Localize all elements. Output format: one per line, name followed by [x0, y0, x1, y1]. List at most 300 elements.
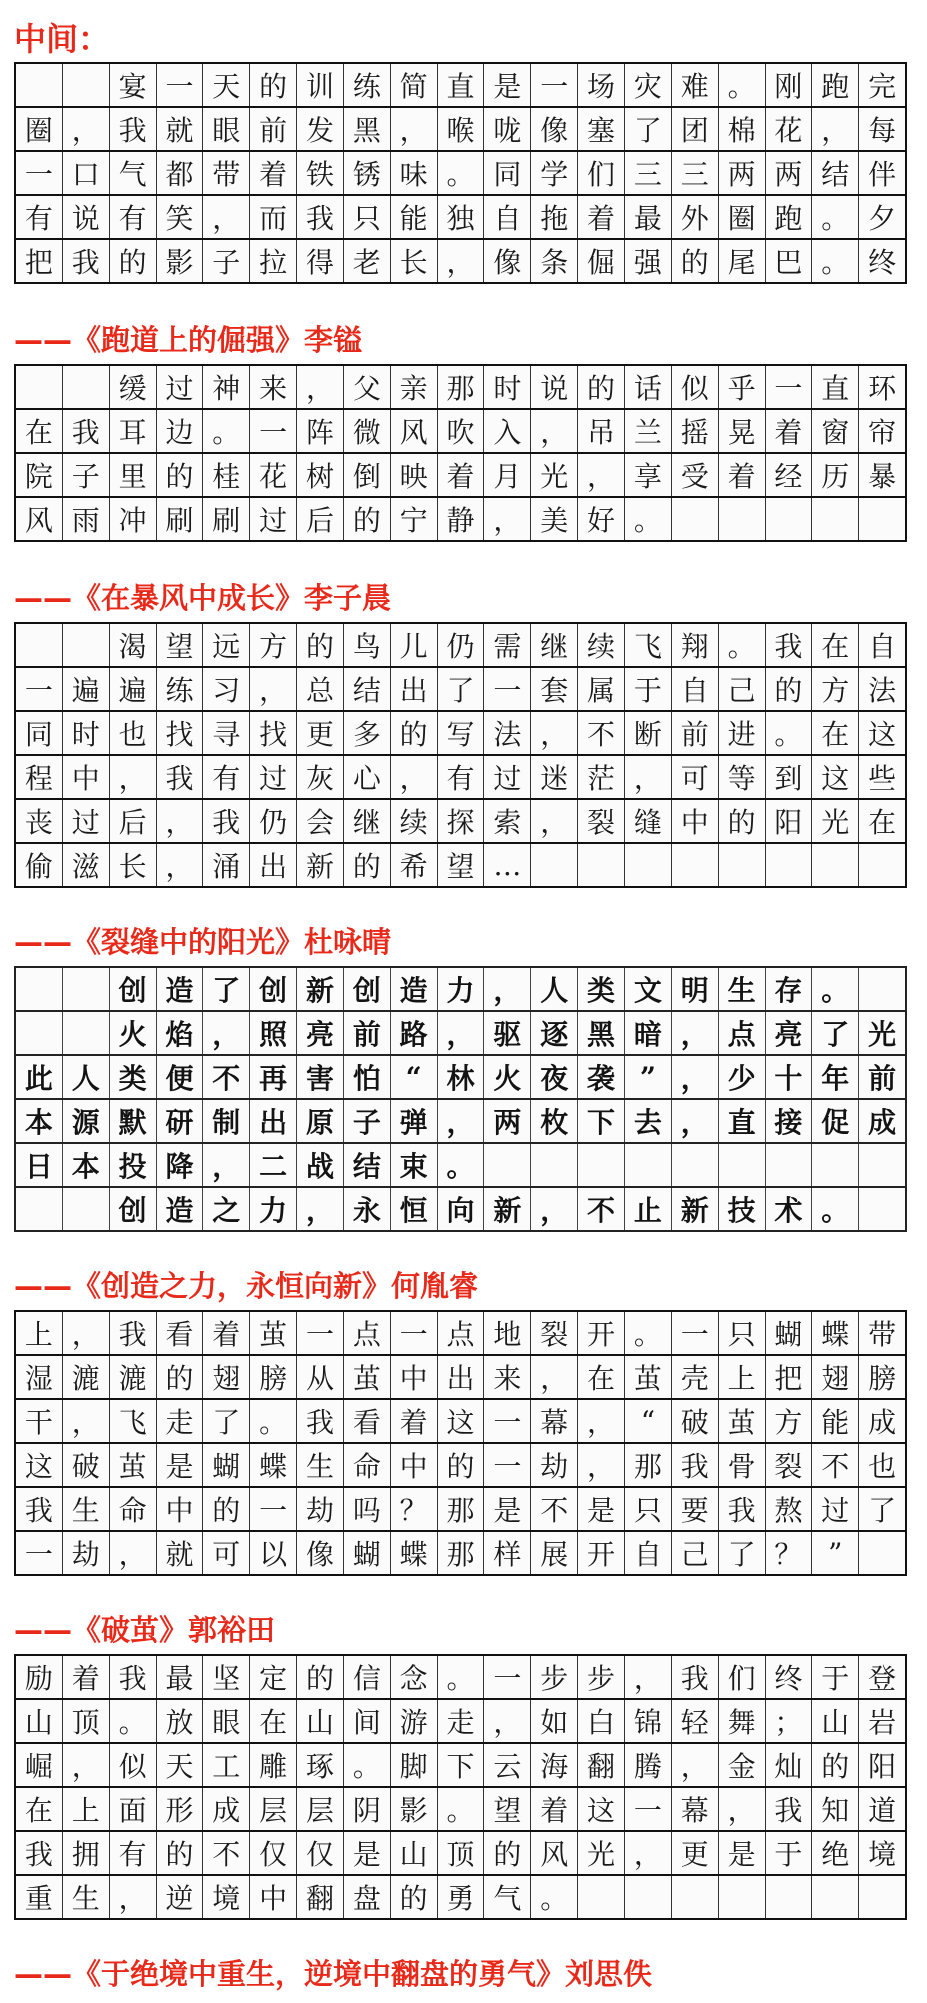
- grid-cell: 眼: [203, 108, 250, 150]
- grid-cell: 总: [297, 668, 344, 710]
- grid-cell: 索: [484, 800, 531, 842]
- grid-cell: 过: [250, 498, 297, 540]
- grid-cell: 跑: [766, 196, 813, 238]
- grid-cell: ，: [63, 1400, 110, 1442]
- grid-cell: 研: [157, 1100, 204, 1142]
- grid-cell: 有: [438, 756, 485, 798]
- grid-cell: 中: [250, 1876, 297, 1918]
- grid-cell: [63, 64, 110, 106]
- section-heading: 中间：: [14, 20, 111, 58]
- grid-cell: ，: [438, 1012, 485, 1054]
- grid-cell: 顶: [438, 1832, 485, 1874]
- grid-row: [16, 1012, 905, 1056]
- grid-cell: 望: [157, 624, 204, 666]
- grid-cell: ，: [625, 756, 672, 798]
- grid-cell: 兰: [625, 410, 672, 452]
- grid-cell: ，: [672, 1744, 719, 1786]
- grid-cell: 些: [868, 762, 897, 795]
- grid-row: [16, 1788, 905, 1832]
- grid-cell: 结: [344, 668, 391, 710]
- grid-cell: 带: [868, 1318, 897, 1351]
- grid-cell: 练: [157, 668, 204, 710]
- grid-cell: 似: [110, 1744, 157, 1786]
- grid-cell: 恒: [391, 1188, 438, 1230]
- grid-cell: 那: [438, 1532, 485, 1574]
- grid-cell: 造: [157, 968, 204, 1010]
- grid-cell: 此: [16, 1056, 63, 1098]
- grid-cell: 。: [719, 64, 766, 106]
- grid-cell: 仍: [250, 800, 297, 842]
- grid-cell: 我: [63, 410, 110, 452]
- grid-cell: 上: [719, 1356, 766, 1398]
- grid-cell: [63, 624, 110, 666]
- grid-cell: 一: [672, 1312, 719, 1354]
- grid-cell: ，: [63, 1744, 110, 1786]
- grid-cell: 道: [868, 1794, 897, 1827]
- grid-cell: 天: [203, 64, 250, 106]
- grid-cell: 着: [438, 454, 485, 496]
- grid-cell: 拥: [63, 1832, 110, 1874]
- grid-cell: ？: [766, 1532, 813, 1574]
- grid-cell: ，: [484, 1700, 531, 1742]
- grid-cell: 结: [812, 152, 859, 194]
- grid-cell: 远: [203, 624, 250, 666]
- grid-cell: 山: [297, 1700, 344, 1742]
- grid-cell: 似: [672, 366, 719, 408]
- grid-cell: 一: [250, 410, 297, 452]
- grid-cell: 来: [484, 1356, 531, 1398]
- grid-cell: 一: [16, 1532, 63, 1574]
- grid-cell: ，: [578, 1400, 625, 1442]
- grid-cell: 简: [391, 64, 438, 106]
- grid-row: [16, 712, 905, 756]
- grid-cell: 点: [344, 1312, 391, 1354]
- grid-cell: 进: [719, 712, 766, 754]
- grid-cell: 拉: [250, 240, 297, 282]
- grid-cell: 更: [672, 1832, 719, 1874]
- grid-cell: [63, 1012, 110, 1054]
- grid-cell: ，: [531, 712, 578, 754]
- writing-grid: [14, 622, 907, 888]
- grid-cell: 本: [16, 1100, 63, 1142]
- grid-cell: ，: [157, 800, 204, 842]
- grid-cell: ，: [484, 498, 531, 540]
- writing-grid: [14, 364, 907, 542]
- grid-cell: 的: [391, 1876, 438, 1918]
- grid-cell: 每: [868, 114, 897, 147]
- grid-cell: 雨: [63, 498, 110, 540]
- grid-row: [16, 498, 905, 540]
- grid-cell: ，: [625, 1656, 672, 1698]
- grid-cell: 的: [297, 624, 344, 666]
- grid-cell: 程: [16, 756, 63, 798]
- grid-cell: 着: [203, 1312, 250, 1354]
- grid-cell: 间: [344, 1700, 391, 1742]
- grid-cell: 像: [297, 1532, 344, 1574]
- grid-cell: 路: [391, 1012, 438, 1054]
- grid-cell: [766, 498, 813, 540]
- grid-cell: 茧: [625, 1356, 672, 1398]
- grid-cell: 一: [484, 1656, 531, 1698]
- excerpt-2: [14, 364, 907, 542]
- grid-cell: 出: [250, 844, 297, 886]
- grid-cell: 层: [250, 1788, 297, 1830]
- grid-cell: 工: [203, 1744, 250, 1786]
- grid-cell: 。: [438, 1788, 485, 1830]
- grid-cell: [625, 1876, 672, 1918]
- grid-cell: 光: [531, 454, 578, 496]
- grid-cell: 们: [719, 1656, 766, 1698]
- grid-cell: 场: [578, 64, 625, 106]
- grid-cell: 的: [438, 1444, 485, 1486]
- grid-cell: 终: [868, 246, 897, 279]
- grid-cell: 我: [297, 196, 344, 238]
- grid-cell: 我: [157, 756, 204, 798]
- grid-cell: 再: [250, 1056, 297, 1098]
- grid-cell: 的: [297, 1656, 344, 1698]
- grid-cell: 命: [344, 1444, 391, 1486]
- grid-cell: 遍: [110, 668, 157, 710]
- grid-cell: 光: [868, 1018, 897, 1051]
- grid-cell: 中: [391, 1444, 438, 1486]
- grid-cell: 夕: [868, 202, 897, 235]
- grid-cell: 望: [484, 1788, 531, 1830]
- grid-cell: 人: [531, 968, 578, 1010]
- grid-cell: 便: [157, 1056, 204, 1098]
- grid-cell: 灾: [625, 64, 672, 106]
- grid-cell: 弹: [391, 1100, 438, 1142]
- grid-cell: 。: [203, 410, 250, 452]
- grid-cell: 结: [344, 1144, 391, 1186]
- grid-cell: 味: [391, 152, 438, 194]
- grid-cell: 地: [484, 1312, 531, 1354]
- grid-cell: 成: [868, 1406, 897, 1439]
- grid-cell: 续: [578, 624, 625, 666]
- grid-cell: 直: [719, 1100, 766, 1142]
- grid-cell: 外: [672, 196, 719, 238]
- grid-cell: 映: [391, 454, 438, 496]
- grid-cell: ，: [625, 1832, 672, 1874]
- grid-cell: 中: [672, 800, 719, 842]
- grid-cell: 有: [16, 196, 63, 238]
- grid-row: [16, 196, 905, 240]
- grid-row: [16, 844, 905, 886]
- grid-cell: 不: [203, 1832, 250, 1874]
- grid-cell: 窗: [812, 410, 859, 452]
- grid-cell: 乎: [719, 366, 766, 408]
- grid-cell: 我: [110, 1312, 157, 1354]
- grid-cell: 看: [344, 1400, 391, 1442]
- grid-cell: 裂: [531, 1312, 578, 1354]
- grid-cell: 点: [719, 1012, 766, 1054]
- grid-cell: 寻: [203, 712, 250, 754]
- grid-cell: 一: [16, 152, 63, 194]
- grid-cell: 劫: [63, 1532, 110, 1574]
- grid-cell: 能: [812, 1400, 859, 1442]
- grid-cell: [812, 1144, 859, 1186]
- excerpt-caption: ——《在暴风中成长》李子晨: [14, 581, 392, 615]
- grid-cell: 父: [344, 366, 391, 408]
- grid-cell: 。: [438, 1144, 485, 1186]
- grid-cell: 盘: [344, 1876, 391, 1918]
- grid-cell: 经: [766, 454, 813, 496]
- grid-cell: [859, 1876, 905, 1918]
- grid-cell: 一: [484, 1400, 531, 1442]
- grid-cell: 境: [868, 1838, 897, 1871]
- grid-cell: [16, 64, 63, 106]
- grid-cell: 微: [344, 410, 391, 452]
- grid-cell: 我: [110, 108, 157, 150]
- grid-cell: 这: [16, 1444, 63, 1486]
- grid-cell: 渴: [110, 624, 157, 666]
- grid-cell: 我: [766, 624, 813, 666]
- grid-cell: 少: [719, 1056, 766, 1098]
- grid-cell: 放: [157, 1700, 204, 1742]
- grid-cell: ，: [203, 1144, 250, 1186]
- grid-cell: [484, 1144, 531, 1186]
- grid-cell: 过: [250, 756, 297, 798]
- grid-cell: ，: [531, 1188, 578, 1230]
- grid-cell: 束: [391, 1144, 438, 1186]
- grid-cell: 本: [63, 1144, 110, 1186]
- grid-cell: 笑: [157, 196, 204, 238]
- grid-cell: 源: [63, 1100, 110, 1142]
- writing-grid: [14, 1654, 907, 1920]
- grid-cell: 要: [672, 1488, 719, 1530]
- grid-cell: 的: [719, 800, 766, 842]
- grid-cell: 找: [157, 712, 204, 754]
- grid-cell: 。: [344, 1744, 391, 1786]
- grid-cell: 后: [110, 800, 157, 842]
- grid-cell: 多: [344, 712, 391, 754]
- grid-cell: [859, 1532, 905, 1574]
- grid-cell: 仍: [438, 624, 485, 666]
- grid-cell: 坚: [203, 1656, 250, 1698]
- grid-cell: 信: [344, 1656, 391, 1698]
- grid-cell: 了: [719, 1532, 766, 1574]
- grid-cell: 都: [157, 152, 204, 194]
- grid-cell: 茧: [344, 1356, 391, 1398]
- grid-cell: 光: [812, 800, 859, 842]
- grid-cell: [63, 366, 110, 408]
- grid-cell: ，: [63, 1312, 110, 1354]
- grid-cell: 断: [625, 712, 672, 754]
- grid-cell: [672, 498, 719, 540]
- grid-cell: 创: [110, 1188, 157, 1230]
- grid-cell: ，: [297, 1188, 344, 1230]
- grid-cell: [859, 968, 905, 1010]
- grid-cell: 永: [344, 1188, 391, 1230]
- grid-cell: 美: [531, 498, 578, 540]
- excerpt-5: [14, 1310, 907, 1576]
- grid-cell: 以: [250, 1532, 297, 1574]
- grid-cell: 铁: [297, 152, 344, 194]
- grid-cell: 带: [203, 152, 250, 194]
- grid-cell: 走: [438, 1700, 485, 1742]
- grid-cell: 只: [719, 1312, 766, 1354]
- grid-cell: 伴: [868, 158, 897, 191]
- grid-cell: 这: [812, 756, 859, 798]
- grid-cell: 尾: [719, 240, 766, 282]
- grid-cell: 看: [157, 1312, 204, 1354]
- grid-cell: 自: [625, 1532, 672, 1574]
- grid-cell: 在: [16, 410, 63, 452]
- grid-cell: 把: [16, 240, 63, 282]
- grid-cell: 我: [63, 240, 110, 282]
- grid-cell: 生: [63, 1876, 110, 1918]
- grid-cell: 膀: [250, 1356, 297, 1398]
- grid-cell: 续: [391, 800, 438, 842]
- grid-cell: 岩: [868, 1706, 897, 1739]
- grid-cell: 独: [438, 196, 485, 238]
- grid-cell: 同: [16, 712, 63, 754]
- grid-cell: 下: [578, 1100, 625, 1142]
- grid-cell: 于: [812, 1656, 859, 1698]
- grid-cell: 励: [16, 1656, 63, 1698]
- grid-cell: 了: [625, 108, 672, 150]
- grid-cell: ，: [531, 800, 578, 842]
- grid-cell: 夜: [531, 1056, 578, 1098]
- grid-cell: 人: [63, 1056, 110, 1098]
- grid-cell: 着: [531, 1788, 578, 1830]
- grid-cell: 创: [250, 968, 297, 1010]
- grid-cell: 树: [297, 454, 344, 496]
- grid-cell: 亮: [766, 1012, 813, 1054]
- grid-cell: 。: [812, 240, 859, 282]
- grid-cell: 原: [297, 1100, 344, 1142]
- grid-cell: 。: [766, 712, 813, 754]
- grid-cell: 宴: [110, 64, 157, 106]
- grid-cell: 前: [250, 108, 297, 150]
- grid-cell: 壳: [672, 1356, 719, 1398]
- grid-cell: 步: [578, 1656, 625, 1698]
- grid-cell: 可: [672, 756, 719, 798]
- grid-cell: 创: [110, 968, 157, 1010]
- grid-cell: 三: [672, 152, 719, 194]
- grid-cell: ，: [110, 756, 157, 798]
- grid-cell: 破: [672, 1400, 719, 1442]
- grid-cell: 环: [868, 372, 897, 405]
- grid-cell: 降: [157, 1144, 204, 1186]
- grid-cell: [859, 498, 905, 540]
- grid-cell: 在: [578, 1356, 625, 1398]
- grid-cell: ，: [578, 454, 625, 496]
- grid-cell: 强: [625, 240, 672, 282]
- grid-cell: 亲: [391, 366, 438, 408]
- grid-cell: 就: [157, 108, 204, 150]
- grid-cell: [719, 498, 766, 540]
- grid-cell: [625, 1144, 672, 1186]
- grid-cell: [16, 968, 63, 1010]
- grid-cell: 驱: [484, 1012, 531, 1054]
- grid-cell: 两: [719, 152, 766, 194]
- grid-cell: ，: [438, 240, 485, 282]
- grid-cell: 那: [438, 1488, 485, 1530]
- grid-cell: 绝: [812, 1832, 859, 1874]
- grid-cell: 熬: [766, 1488, 813, 1530]
- grid-row: [16, 1400, 905, 1444]
- grid-cell: 境: [203, 1876, 250, 1918]
- grid-cell: 有: [203, 756, 250, 798]
- grid-cell: [16, 1012, 63, 1054]
- grid-cell: 自: [672, 668, 719, 710]
- grid-cell: 老: [344, 240, 391, 282]
- grid-cell: ？: [391, 1488, 438, 1530]
- grid-cell: 耳: [110, 410, 157, 452]
- grid-cell: 自: [484, 196, 531, 238]
- grid-cell: 前: [868, 1062, 897, 1095]
- grid-cell: 山: [812, 1700, 859, 1742]
- grid-cell: [16, 624, 63, 666]
- grid-cell: 圈: [16, 108, 63, 150]
- grid-cell: 创: [344, 968, 391, 1010]
- grid-cell: 过: [157, 366, 204, 408]
- grid-cell: 的: [484, 1832, 531, 1874]
- grid-cell: [719, 844, 766, 886]
- grid-cell: 不: [578, 712, 625, 754]
- grid-cell: 裂: [578, 800, 625, 842]
- grid-cell: 需: [484, 624, 531, 666]
- grid-cell: 崛: [16, 1744, 63, 1786]
- grid-row: [16, 968, 905, 1012]
- grid-cell: 过: [63, 800, 110, 842]
- grid-cell: 向: [438, 1188, 485, 1230]
- grid-cell: 展: [531, 1532, 578, 1574]
- grid-cell: 的: [344, 498, 391, 540]
- grid-cell: 风: [391, 410, 438, 452]
- grid-cell: 是: [578, 1488, 625, 1530]
- grid-cell: 琢: [297, 1744, 344, 1786]
- grid-cell: 跑: [812, 64, 859, 106]
- grid-cell: 影: [157, 240, 204, 282]
- excerpt-caption: ——《于绝境中重生，逆境中翻盘的勇气》刘思佚: [14, 1957, 653, 1991]
- grid-cell: 层: [297, 1788, 344, 1830]
- grid-cell: [531, 1144, 578, 1186]
- grid-cell: [859, 1188, 905, 1230]
- grid-cell: 翅: [203, 1356, 250, 1398]
- grid-cell: 轻: [672, 1700, 719, 1742]
- grid-cell: 滋: [63, 844, 110, 886]
- grid-cell: 可: [203, 1532, 250, 1574]
- grid-cell: 于: [625, 668, 672, 710]
- grid-cell: 日: [16, 1144, 63, 1186]
- grid-cell: 倔: [578, 240, 625, 282]
- grid-cell: 把: [766, 1356, 813, 1398]
- grid-cell: 写: [438, 712, 485, 754]
- grid-cell: 火: [484, 1056, 531, 1098]
- grid-cell: 刷: [203, 498, 250, 540]
- grid-cell: 年: [812, 1056, 859, 1098]
- grid-cell: 林: [438, 1056, 485, 1098]
- grid-cell: 探: [438, 800, 485, 842]
- grid-cell: 暗: [625, 1012, 672, 1054]
- grid-cell: 两: [484, 1100, 531, 1142]
- grid-cell: 新: [672, 1188, 719, 1230]
- grid-cell: 时: [63, 712, 110, 754]
- grid-cell: 影: [391, 1788, 438, 1830]
- grid-cell: 。: [625, 1312, 672, 1354]
- grid-cell: 了: [203, 968, 250, 1010]
- grid-cell: 同: [484, 152, 531, 194]
- grid-cell: 眼: [203, 1700, 250, 1742]
- grid-row: [16, 1656, 905, 1700]
- grid-cell: 冲: [110, 498, 157, 540]
- grid-cell: 我: [766, 1788, 813, 1830]
- grid-cell: 望: [438, 844, 485, 886]
- grid-cell: 力: [250, 1188, 297, 1230]
- grid-cell: 仅: [250, 1832, 297, 1874]
- grid-cell: 白: [578, 1700, 625, 1742]
